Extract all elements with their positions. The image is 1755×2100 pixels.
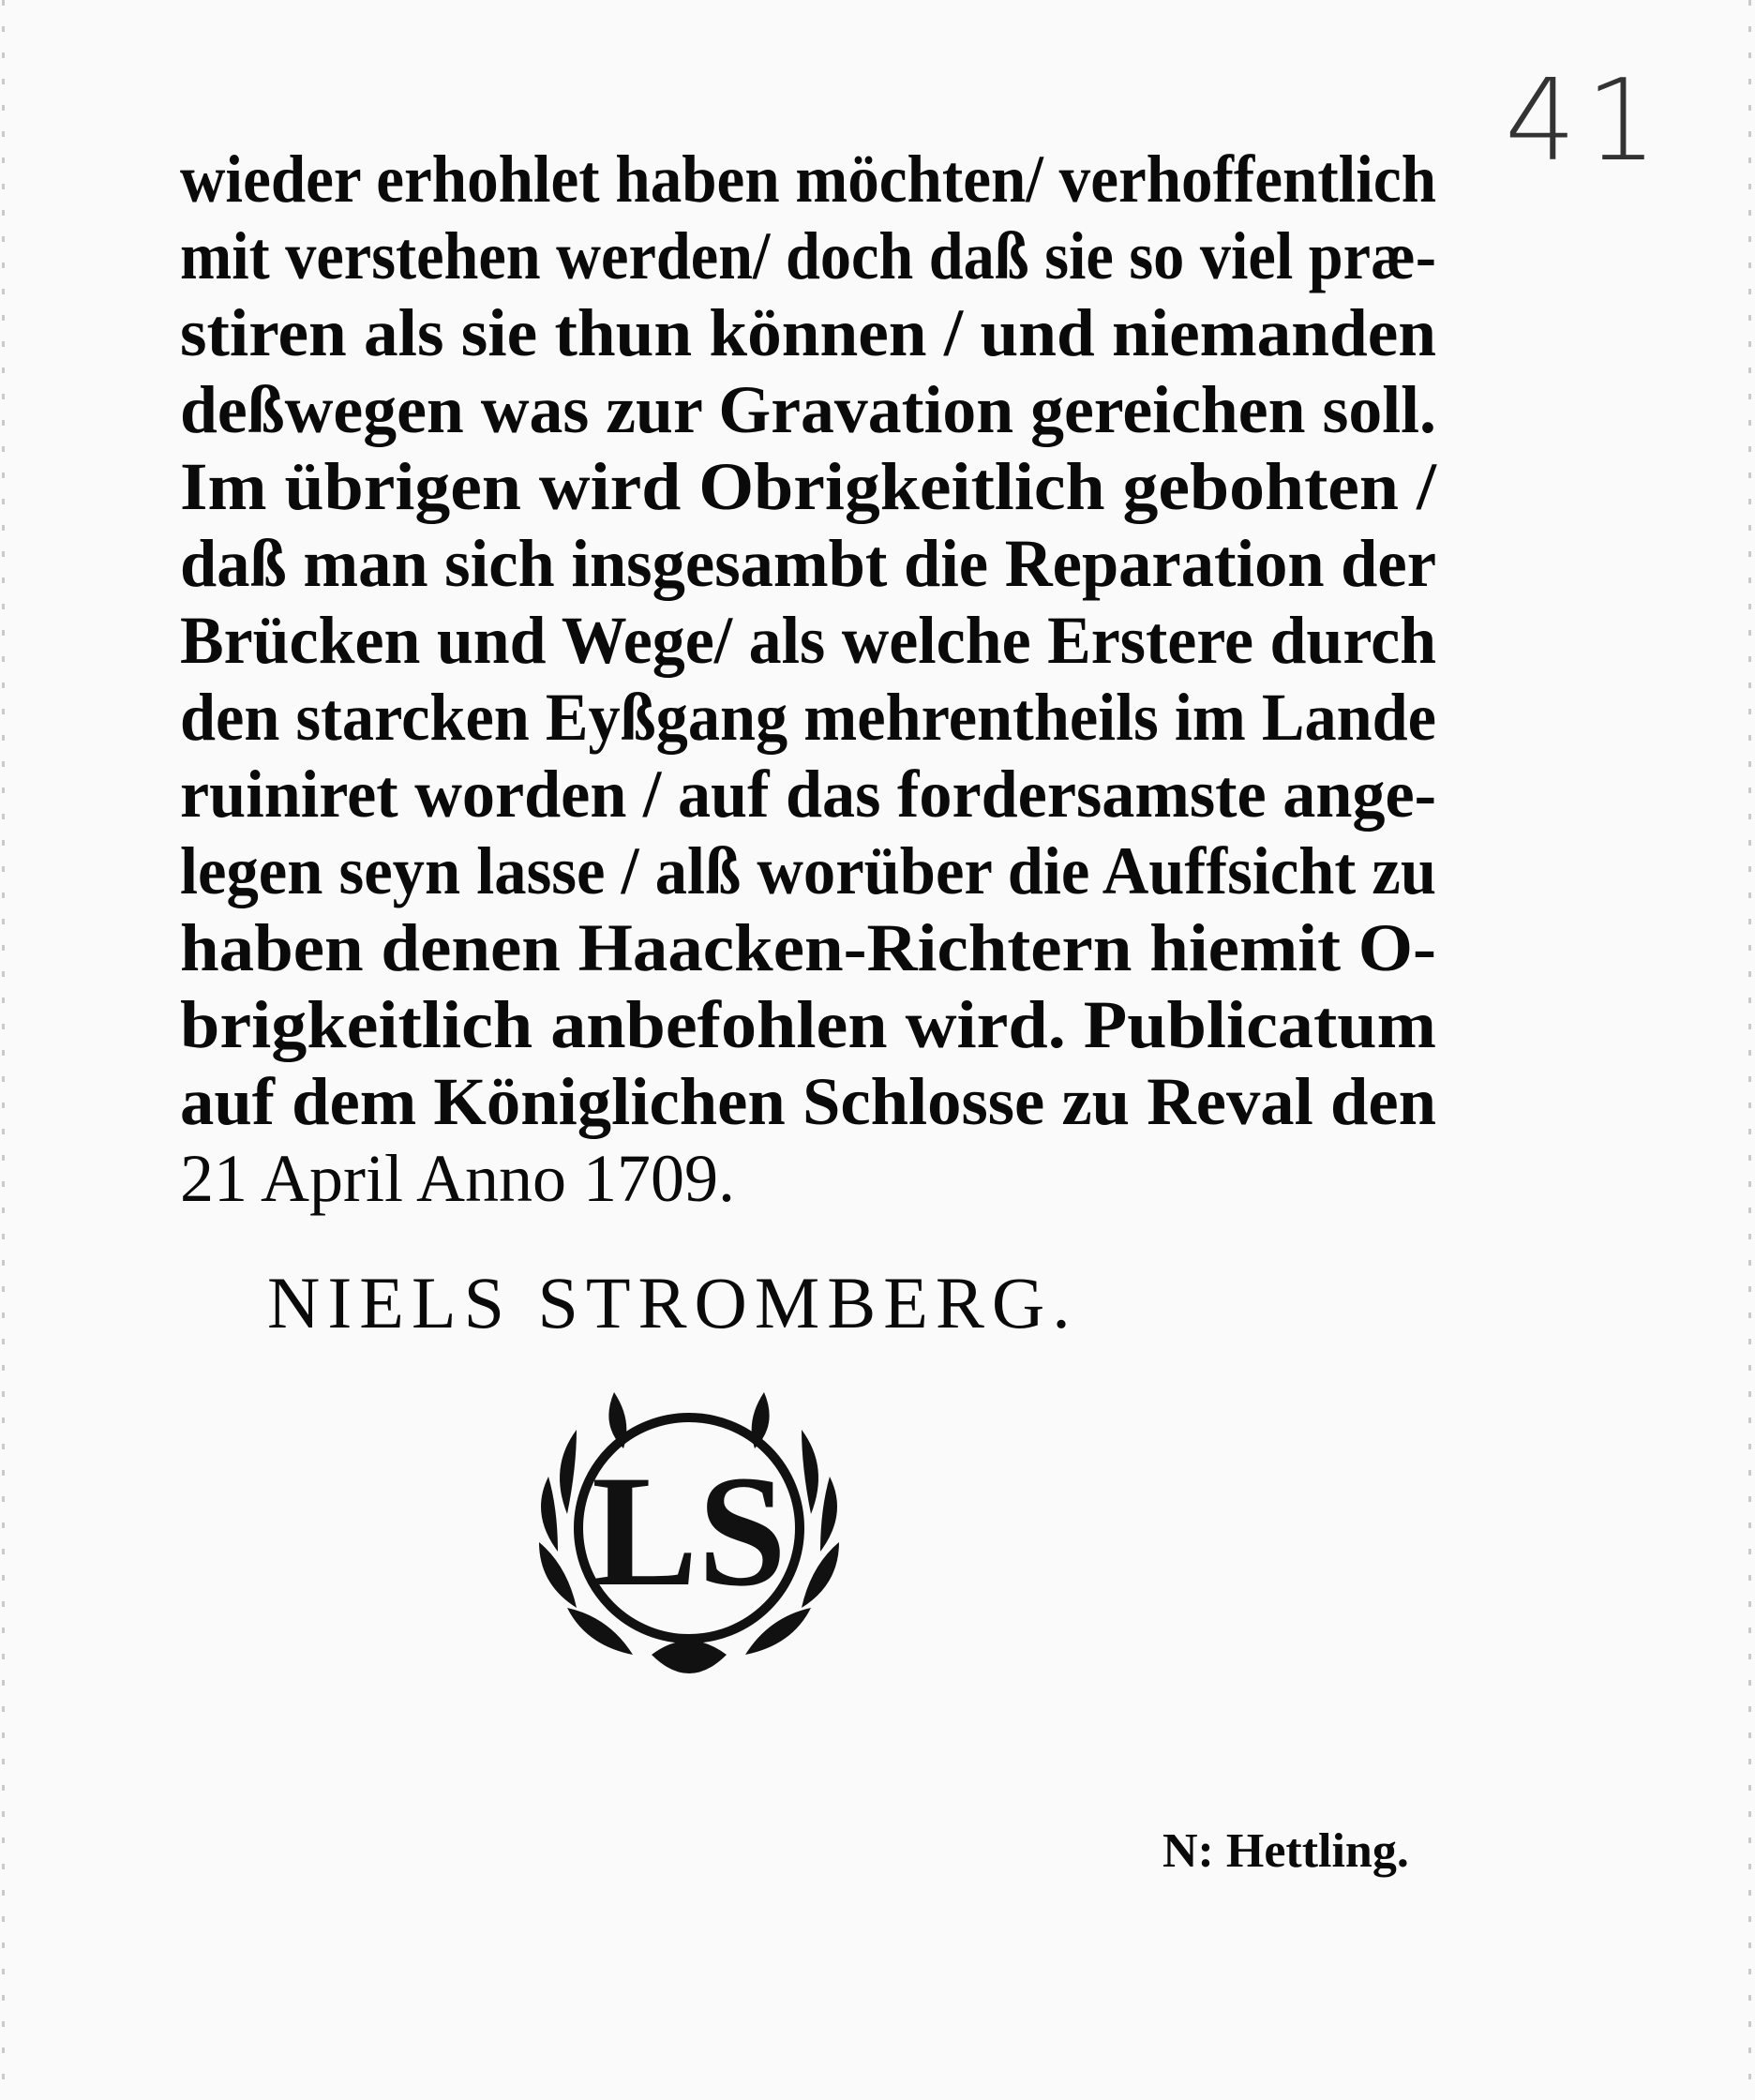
text-line: den starcken Eyßgang mehrentheils im Lande: [180, 680, 1436, 755]
page-number: 41: [1505, 56, 1667, 187]
scan-edge-left: [2, 0, 5, 2100]
text-line: mit verstehen werden/ doch daß sie so viel præ-: [180, 218, 1436, 293]
text-line: daß man sich insgesambt die Reparation der: [180, 526, 1436, 601]
text-line: stiren als sie thun können / und niemanden: [180, 295, 1437, 370]
seal-ls-wreath: [511, 1373, 867, 1711]
text-line: Im übrigen wird Obrigkeitlich gebohten /: [180, 449, 1436, 524]
signature-name: NIELS STROMBERG.: [267, 1262, 1078, 1343]
text-line: Brücken und Wege/ als welche Erstere durch: [180, 603, 1436, 678]
seal-monogram: LS: [592, 1443, 787, 1619]
scan-edge-right: [1748, 0, 1751, 2100]
date-line: 21 April Anno 1709.: [180, 1141, 736, 1216]
text-line: deßwegen was zur Gravation gereichen soll.: [180, 372, 1436, 447]
text-line: legen seyn lasse / alß worüber die Auffsicht zu: [180, 833, 1436, 908]
text-line: brigkeitlich anbefohlen wird. Publicatum: [180, 987, 1436, 1062]
text-line: wieder erhohlet haben möchten/ verhoffentlich: [180, 142, 1436, 217]
text-line: ruiniret worden / auf das fordersamste ange-: [180, 757, 1436, 832]
printer-name: N: Hettling.: [1162, 1824, 1409, 1878]
text-line: auf dem Königlichen Schlosse zu Reval den: [180, 1064, 1437, 1139]
proclamation-text: [180, 141, 1436, 1217]
text-line: haben denen Haacken-Richtern hiemit O-: [180, 910, 1436, 985]
